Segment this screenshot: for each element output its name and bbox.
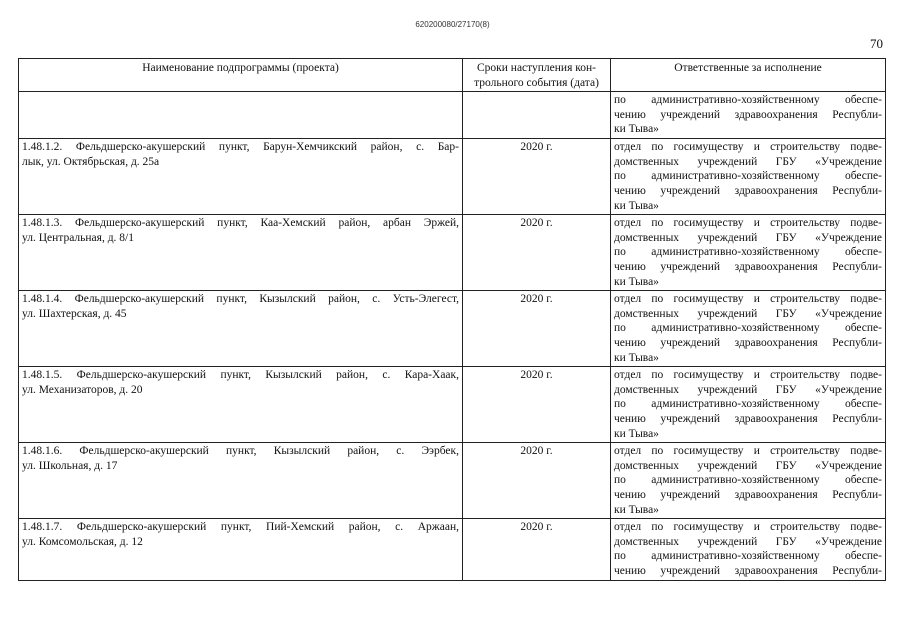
document-code: 620200080/27170(8)	[415, 20, 490, 29]
text-line: по административно-хозяйственному обеспе-	[614, 474, 882, 487]
text-line: отдел по госимуществу и строительству подве-	[614, 369, 882, 382]
text-line: отдел по госимуществу и строительству подве-	[614, 445, 882, 458]
date-cell: 2020 г.	[463, 367, 611, 443]
text-line: домственных учреждений ГБУ «Учреждение	[614, 155, 882, 168]
text-line: ки Тыва»	[614, 503, 659, 516]
text-line: домственных учреждений ГБУ «Учреждение	[614, 535, 882, 548]
text-line: ул. Механизаторов, д. 20	[22, 383, 143, 396]
responsible-cell	[611, 519, 886, 580]
date-cell: 2020 г.	[463, 139, 611, 215]
responsible-cell	[611, 139, 886, 215]
responsible-cell	[611, 215, 886, 291]
text-line: ул. Шахтерская, д. 45	[22, 307, 127, 320]
text-line: ул. Комсомольская, д. 12	[22, 535, 143, 548]
table-row	[19, 291, 886, 367]
text-line: по административно-хозяйственному обеспе-	[614, 170, 882, 183]
text-line: ки Тыва»	[614, 123, 659, 136]
text-line: чению учреждений здравоохранения Республи-	[614, 488, 882, 501]
text-line: 1.48.1.5. Фельдшерско-акушерский пункт, Кызылский район, с. Кара-Хаак,	[22, 369, 459, 382]
responsible-cell	[611, 367, 886, 443]
text-line: по административно-хозяйственному обеспе-	[614, 94, 882, 107]
table-row	[19, 139, 886, 215]
name-cell	[19, 443, 463, 519]
text-line: чению учреждений здравоохранения Республи-	[614, 412, 882, 425]
text-line: ул. Школьная, д. 17	[22, 459, 118, 472]
text-line: ки Тыва»	[614, 275, 659, 288]
text-line: ки Тыва»	[614, 199, 659, 212]
table-body	[19, 92, 886, 580]
date-cell: 2020 г.	[463, 215, 611, 291]
table-row-continuation	[19, 92, 886, 139]
text-line: ки Тыва»	[614, 427, 659, 440]
name-cell	[19, 139, 463, 215]
table-row	[19, 367, 886, 443]
text-line: 1.48.1.4. Фельдшерско-акушерский пункт, Кызылский район, с. Усть-Элегест,	[22, 293, 459, 306]
program-table	[18, 58, 886, 581]
table-row	[19, 519, 886, 580]
text-line: отдел по госимуществу и строительству подве-	[614, 217, 882, 230]
date-cell: 2020 г.	[463, 291, 611, 367]
text-line: 1.48.1.3. Фельдшерско-акушерский пункт, Каа-Хемский район, арбан Эржей,	[22, 217, 459, 230]
text-line: ки Тыва»	[614, 351, 659, 364]
column-header-name: Наименование подпрограммы (проекта)	[19, 59, 463, 92]
text-line: 1.48.1.2. Фельдшерско-акушерский пункт, Барун-Хемчикский район, с. Бар-	[22, 141, 459, 154]
column-header-date-line: Сроки наступления кон- трольного события (дата)	[474, 62, 599, 89]
name-cell	[19, 291, 463, 367]
text-line: по административно-хозяйственному обеспе-	[614, 550, 882, 563]
name-cell	[19, 519, 463, 580]
text-line: по административно-хозяйственному обеспе-	[614, 398, 882, 411]
responsible-cell	[611, 92, 886, 139]
text-line: по административно-хозяйственному обеспе-	[614, 246, 882, 259]
table-header-row	[19, 59, 886, 92]
name-cell	[19, 92, 463, 139]
text-line: отдел по госимуществу и строительству подве-	[614, 293, 882, 306]
text-line: чению учреждений здравоохранения Республи-	[614, 184, 882, 197]
text-line: домственных учреждений ГБУ «Учреждение	[614, 459, 882, 472]
text-line: по административно-хозяйственному обеспе-	[614, 322, 882, 335]
text-line: отдел по госимуществу и строительству подве-	[614, 141, 882, 154]
column-header-responsible: Ответственные за исполнение	[611, 59, 886, 92]
text-line: ул. Центральная, д. 8/1	[22, 231, 134, 244]
text-line: отдел по госимуществу и строительству подве-	[614, 521, 882, 534]
text-line: чению учреждений здравоохранения Республи-	[614, 260, 882, 273]
text-line: чению учреждений здравоохранения Республи-	[614, 336, 882, 349]
table-row	[19, 215, 886, 291]
date-cell: 2020 г.	[463, 519, 611, 580]
text-line: чению учреждений здравоохранения Республи-	[614, 564, 882, 577]
date-cell	[463, 92, 611, 139]
text-line: чению учреждений здравоохранения Республи-	[614, 108, 882, 121]
text-line: лык, ул. Октябрьская, д. 25а	[22, 155, 160, 168]
responsible-cell	[611, 443, 886, 519]
text-line: домственных учреждений ГБУ «Учреждение	[614, 307, 882, 320]
name-cell	[19, 215, 463, 291]
date-cell: 2020 г.	[463, 443, 611, 519]
text-line: 1.48.1.6. Фельдшерско-акушерский пункт, Кызылский район, с. Ээрбек,	[22, 445, 459, 458]
responsible-cell	[611, 291, 886, 367]
text-line: 1.48.1.7. Фельдшерско-акушерский пункт, Пий-Хемский район, с. Аржаан,	[22, 521, 459, 534]
text-line: домственных учреждений ГБУ «Учреждение	[614, 231, 882, 244]
name-cell	[19, 367, 463, 443]
column-header-date	[463, 59, 611, 92]
table-row	[19, 443, 886, 519]
page-number: 70	[870, 36, 883, 51]
text-line: домственных учреждений ГБУ «Учреждение	[614, 383, 882, 396]
